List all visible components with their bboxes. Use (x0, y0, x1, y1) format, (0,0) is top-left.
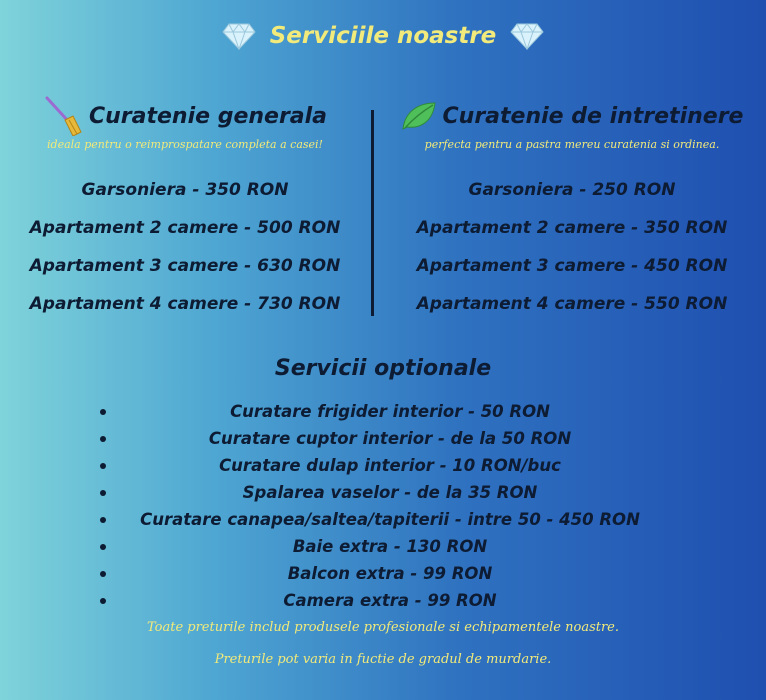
optional-item-label: Curatare cuptor interior - de la 50 RON (208, 429, 572, 448)
bullet-icon (100, 409, 106, 415)
optional-item-label: Baie extra - 130 RON (292, 537, 488, 556)
list-item (90, 398, 690, 425)
bullet-icon (100, 436, 106, 442)
leaf-icon (401, 101, 437, 131)
broom-icon (43, 96, 83, 136)
general-cleaning-heading (0, 96, 370, 136)
footnote-products: Toate preturile includ produsele profesionale si echipamentele noastre. (146, 620, 620, 635)
optional-services-list (90, 398, 690, 614)
bullet-icon (100, 571, 106, 577)
maintenance-cleaning-heading (378, 96, 766, 136)
bullet-icon (100, 544, 106, 550)
general-cleaning-section (0, 96, 370, 323)
page-title: Serviciile noastre (269, 23, 497, 49)
column-divider (371, 110, 374, 316)
optional-item-label: Camera extra - 99 RON (283, 591, 497, 610)
optional-item-label: Balcon extra - 99 RON (287, 564, 493, 583)
list-item (90, 506, 690, 533)
bullet-icon (100, 517, 106, 523)
optional-item-label: Curatare dulap interior - 10 RON/buc (219, 456, 561, 475)
general-cleaning-subtitle: ideala pentru o reimprospatare completa a casei! (47, 138, 323, 151)
diamond-icon (222, 22, 256, 50)
optional-item-label: Spalarea vaselor - de la 35 RON (242, 483, 538, 502)
optional-item-label: Curatare canapea/saltea/tapiterii - intre 50 - 450 RON (140, 510, 640, 529)
price-row: Apartament 4 camere - 550 RON (416, 294, 728, 314)
price-row: Apartament 3 camere - 630 RON (29, 256, 341, 276)
price-row: Garsoniera - 250 RON (468, 180, 676, 200)
bullet-icon (100, 598, 106, 604)
bullet-icon (100, 463, 106, 469)
maintenance-price-list (378, 171, 766, 323)
price-row: Apartament 3 camere - 450 RON (416, 256, 728, 276)
price-row: Apartament 2 camere - 350 RON (416, 218, 728, 238)
footnote-price-variation: Preturile pot varia in fuctie de gradul de murdarie. (214, 652, 552, 667)
list-item (90, 452, 690, 479)
general-cleaning-title: Curatenie generala (88, 103, 328, 129)
maintenance-cleaning-subtitle: perfecta pentru a pastra mereu curatenia si ordinea. (424, 138, 720, 151)
optional-services-title: Servicii optionale (274, 356, 492, 381)
price-row: Garsoniera - 350 RON (81, 180, 289, 200)
diamond-icon (510, 22, 544, 50)
price-row: Apartament 4 camere - 730 RON (29, 294, 341, 314)
general-price-list (0, 171, 370, 323)
list-item (90, 587, 690, 614)
optional-item-label: Curatare frigider interior - 50 RON (230, 402, 550, 421)
maintenance-cleaning-title: Curatenie de intretinere (442, 103, 744, 129)
list-item (90, 533, 690, 560)
page-title-row (0, 22, 766, 50)
list-item (90, 479, 690, 506)
list-item (90, 425, 690, 452)
maintenance-cleaning-section (378, 96, 766, 323)
bullet-icon (100, 490, 106, 496)
price-row: Apartament 2 camere - 500 RON (29, 218, 341, 238)
list-item (90, 560, 690, 587)
